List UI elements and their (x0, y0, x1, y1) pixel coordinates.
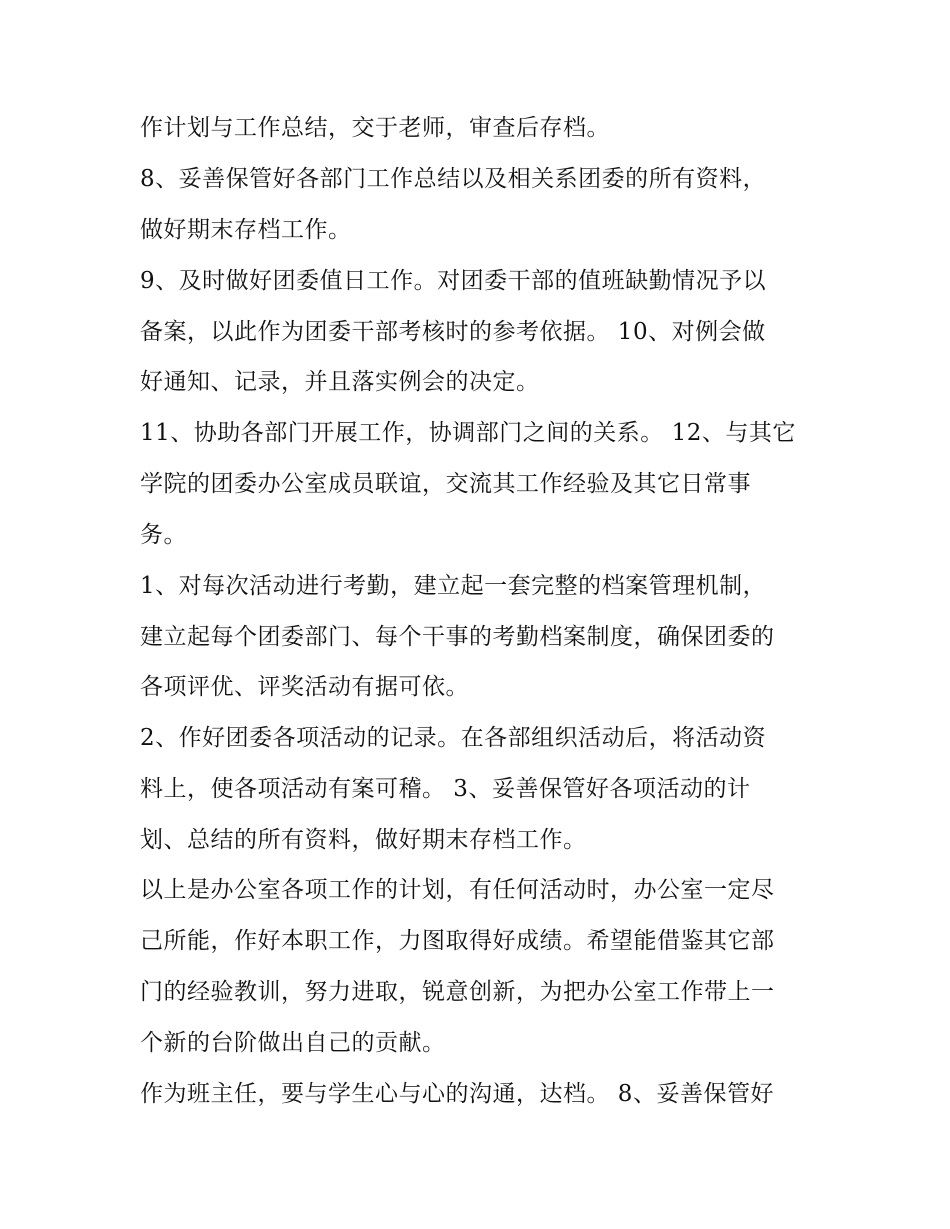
text-line: 学院的团委办公室成员联谊，交流其工作经验及其它日常事 (140, 471, 751, 497)
text-line: 2、作好团委各项活动的记录。在各部组织活动后，将活动资 (140, 725, 767, 751)
text-line: 做好期末存档工作。 (140, 217, 352, 243)
text-line: 好通知、记录，并且落实例会的决定。 (140, 369, 540, 395)
text-line: 1、对每次活动进行考勤，建立起一套完整的档案管理机制， (140, 573, 767, 599)
text-line: 务。 (140, 522, 187, 548)
text-line: 作为班主任，要与学生心与心的沟通，达档。 8、妥善保管好 (140, 1081, 774, 1107)
text-line: 11、协助各部门开展工作，协调部门之间的关系。 12、与其它 (140, 420, 796, 446)
text-line: 各项评优、评奖活动有据可依。 (140, 674, 469, 700)
text-line: 8、妥善保管好各部门工作总结以及相关系团委的所有资料， (140, 166, 767, 192)
text-line: 9、及时做好团委值日工作。对团委干部的值班缺勤情况予以 (140, 268, 767, 294)
text-line: 个新的台阶做出自己的贡献。 (140, 1030, 446, 1056)
text-line: 己所能，作好本职工作，力图取得好成绩。希望能借鉴其它部 (140, 928, 775, 954)
text-line: 门的经验教训，努力进取，锐意创新，为把办公室工作带上一 (140, 979, 775, 1005)
text-line: 以上是办公室各项工作的计划，有任何活动时，办公室一定尽 (140, 877, 775, 903)
text-line: 建立起每个团委部门、每个干事的考勤档案制度，确保团委的 (140, 624, 775, 650)
text-line: 料上，使各项活动有案可稽。 3、妥善保管好各项活动的计 (140, 776, 751, 802)
text-line: 备案，以此作为团委干部考核时的参考依据。 10、对例会做 (140, 319, 766, 345)
text-line: 划、总结的所有资料，做好期末存档工作。 (140, 827, 587, 853)
text-line: 作计划与工作总结，交于老师，审查后存档。 (140, 115, 610, 141)
